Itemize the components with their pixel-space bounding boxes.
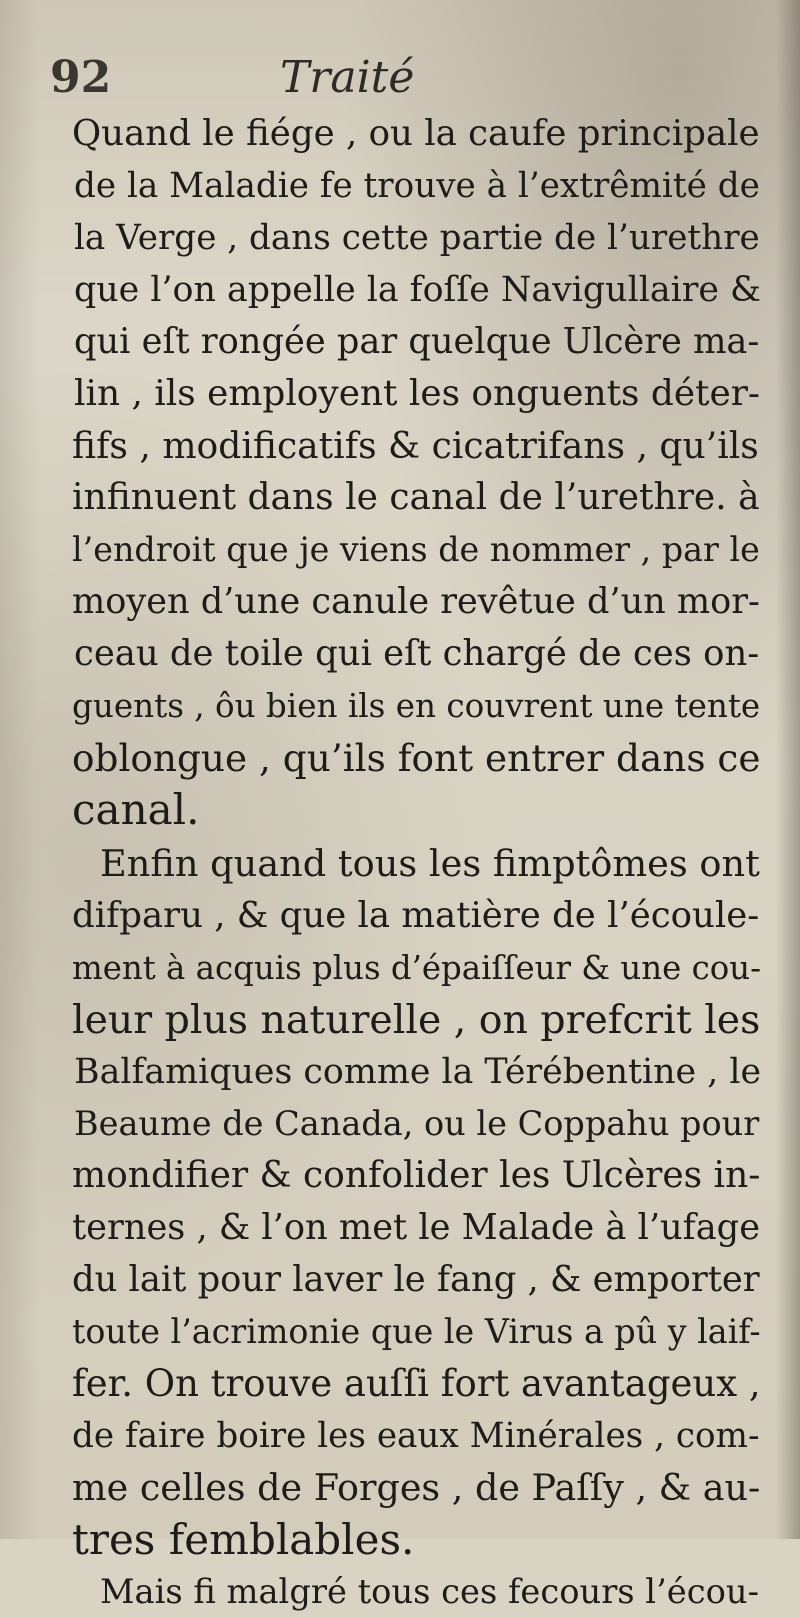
text-line: du lait pour laver le fang , & emporter (72, 1259, 760, 1300)
text-line: toute l’acrimonie que le Virus a pû y laif- (72, 1312, 761, 1351)
running-title: Traité (280, 52, 415, 103)
text-line: guents , ôu bien ils en couvrent une tente (72, 687, 761, 725)
text-line: moyen d’une canule revêtue d’un mor- (72, 581, 760, 622)
text-line: ceau de toile qui eſt chargé de ces on- (74, 633, 760, 674)
page-shadow-left (0, 0, 40, 1539)
text-line: Quand le fiége , ou la caufe principale (72, 113, 760, 154)
text-line: canal. (72, 785, 200, 834)
text-line: fer. On trouve auſſi fort avantageux , (72, 1362, 761, 1405)
text-line: mondifier & confolider les Ulcères in- (72, 1155, 761, 1196)
text-line: de la Maladie fe trouve à l’extrêmité de (74, 166, 760, 206)
text-line: oblongue , qu’ils font entrer dans ce (72, 736, 761, 780)
text-line: l’endroit que je viens de nommer , par le (72, 530, 760, 569)
text-line: qui eſt rongée par quelque Ulcère ma- (74, 321, 760, 362)
text-line: leur plus naturelle , on prefcrit les (72, 997, 761, 1043)
text-line: Balfamiques comme la Térébentine , le (74, 1052, 762, 1092)
text-line: me celles de Forges , de Paſſy , & au- (72, 1466, 761, 1509)
text-line: la Verge , dans cette partie de l’urethre (74, 218, 760, 258)
page-number: 92 (50, 52, 112, 103)
text-line: de faire boire les eaux Minérales , com- (72, 1416, 760, 1456)
text-line: difparu , & que la matière de l’écoule- (72, 895, 760, 936)
text-line: ternes , & l’on met le Malade à l’ufage (72, 1207, 761, 1248)
text-line: que l’on appelle la foſſe Navigullaire & (74, 270, 761, 310)
text-line: Enfin quand tous les fimptômes ont (100, 842, 760, 885)
text-line: fifs , modificatifs & cicatrifans , qu’ils (72, 425, 759, 467)
page-header (50, 52, 750, 112)
text-line: infinuent dans le canal de l’urethre. à (72, 477, 760, 518)
text-line: Mais fi malgré tous ces fecours l’écou- (100, 1572, 759, 1611)
text-line: tres femblables. (72, 1515, 415, 1564)
text-line: lin , ils employent les onguents déter- (74, 373, 761, 414)
text-line: ment à acquis plus d’épaiſſeur & une cou- (72, 949, 762, 987)
page-shadow-right (776, 0, 800, 1539)
text-line: Beaume de Canada, ou le Coppahu pour (74, 1104, 760, 1143)
